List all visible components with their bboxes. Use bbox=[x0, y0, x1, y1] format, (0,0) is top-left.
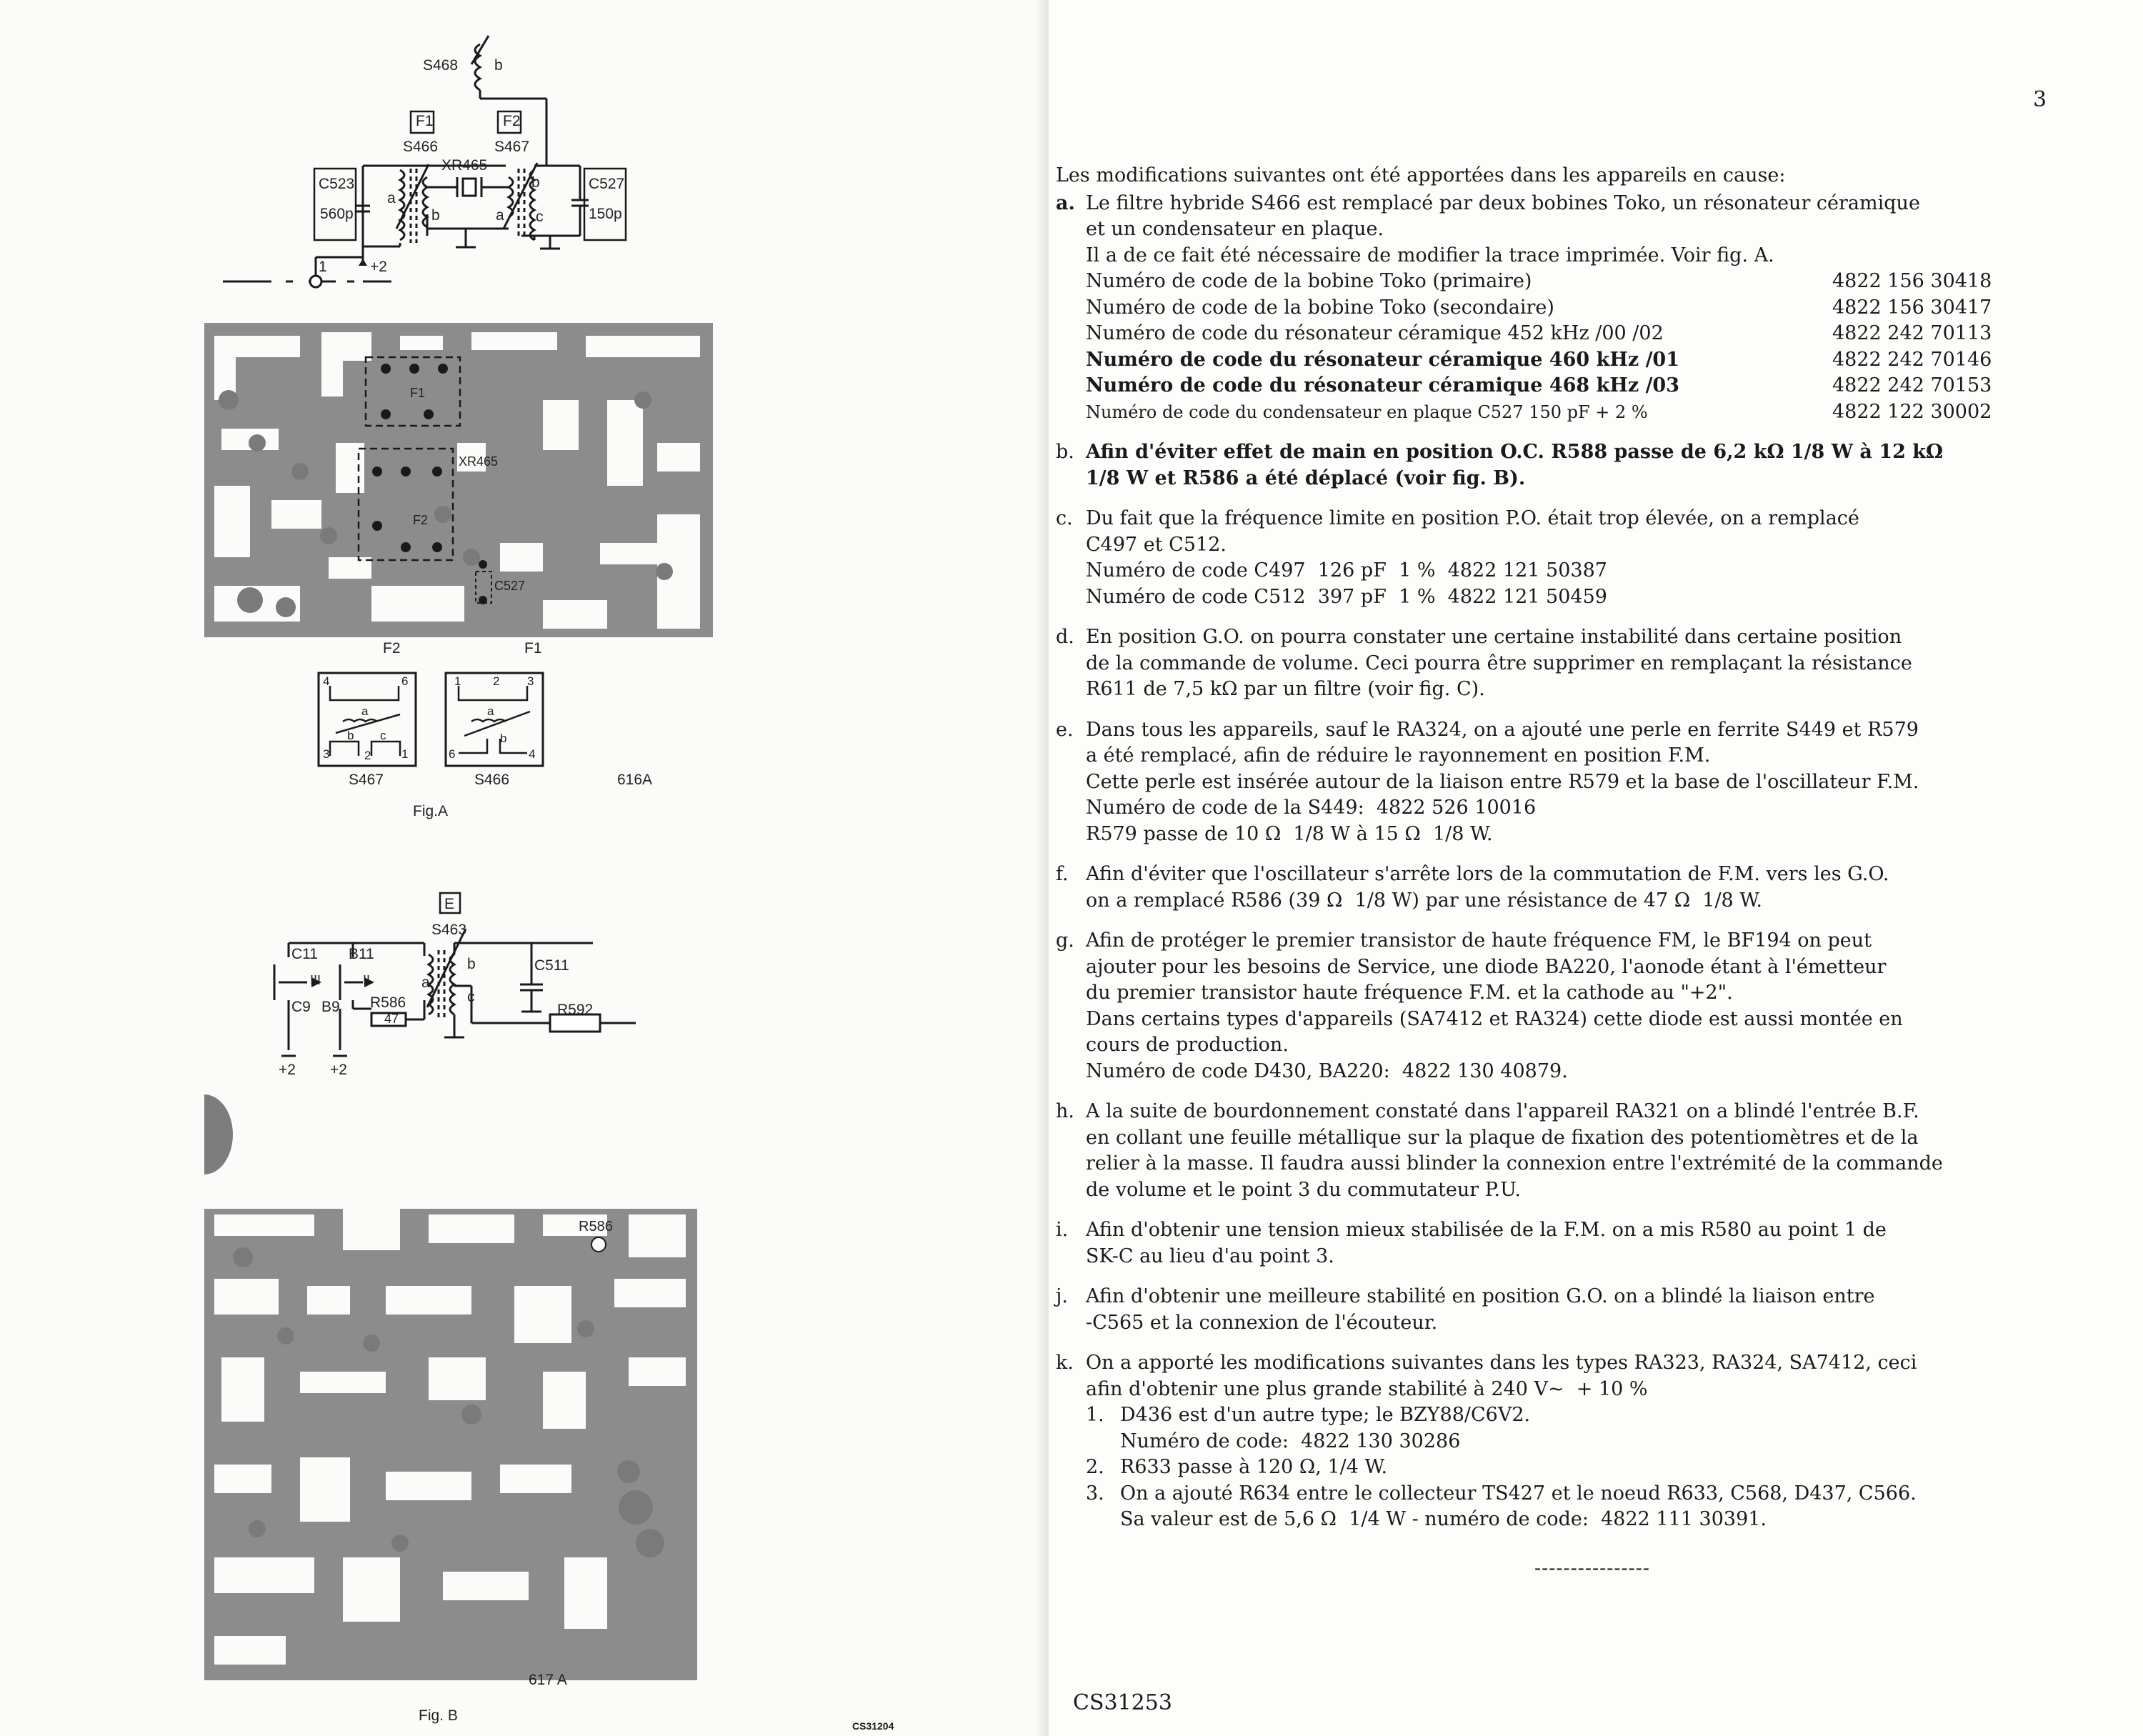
code-row bbox=[1086, 295, 2127, 321]
label-plus2-a: +2 bbox=[279, 1062, 296, 1078]
label-c523-val: 560p bbox=[320, 206, 354, 222]
label-b-left: b bbox=[431, 207, 440, 224]
label-pcb-r586: R586 bbox=[579, 1219, 613, 1234]
caption-s466: S466 bbox=[474, 772, 510, 788]
label-c-right: c bbox=[536, 209, 544, 225]
item-g bbox=[1056, 928, 2127, 1084]
s466-pin-1: 1 bbox=[454, 674, 461, 688]
item-d-line: En position G.O. on pourra constater une certaine instabilité dans certaine position bbox=[1086, 626, 1902, 648]
item-g-line: Numéro de code D430, BA220: 4822 130 40879. bbox=[1086, 1059, 1568, 1082]
sub-item-line: Sa valeur est de 5,6 Ω 1/4 W - numéro de code: 4822 111 30391. bbox=[1120, 1508, 1767, 1530]
label-fig-b-c: c bbox=[467, 989, 475, 1005]
sub-item-line: On a ajouté R634 entre le collecteur TS427 et le noeud R633, C568, D437, C566. bbox=[1120, 1482, 1917, 1505]
code-row bbox=[1086, 399, 2127, 426]
item-e bbox=[1056, 717, 2127, 848]
s466-pin-4: 4 bbox=[529, 747, 536, 761]
item-g-line: ajouter pour les besoins de Service, une diode BA220, l'aonode étant à l'émetteur bbox=[1086, 955, 1887, 978]
item-c-line: Numéro de code C497 126 pF 1 % 4822 121 50387 bbox=[1086, 559, 1607, 582]
item-d bbox=[1056, 624, 2127, 703]
s467-pin-6: 6 bbox=[401, 674, 409, 688]
code-number: 4822 242 70153 bbox=[1832, 374, 1992, 396]
label-under-f2: F2 bbox=[383, 640, 401, 657]
item-k-letter: k. bbox=[1056, 1352, 1074, 1374]
caption-s467: S467 bbox=[349, 772, 384, 788]
code-number: 4822 122 30002 bbox=[1832, 400, 1992, 423]
s467-letter-b: b bbox=[347, 729, 354, 742]
label-b-right: b bbox=[531, 174, 540, 191]
item-b-letter: b. bbox=[1056, 441, 1074, 463]
label-a-left: a bbox=[387, 190, 396, 206]
item-h-line: de volume et le point 3 du commutateur P.U. bbox=[1086, 1178, 1521, 1201]
item-g-line: du premier transistor haute fréquence F.M. et la cathode au "+2". bbox=[1086, 982, 1733, 1004]
item-f-line: on a remplacé R586 (39 Ω 1/8 W) par une résistance de 47 Ω 1/8 W. bbox=[1086, 889, 1762, 912]
item-a bbox=[1056, 191, 2127, 426]
label-fig-b-b: b bbox=[467, 956, 476, 972]
item-h-letter: h. bbox=[1056, 1100, 1074, 1122]
label-f2: F2 bbox=[503, 113, 521, 129]
intro-text: Les modifications suivantes ont été apportées dans les appareils en cause: bbox=[1056, 164, 1786, 186]
item-a-line: Il a de ce fait été nécessaire de modifier la trace imprimée. Voir fig. A. bbox=[1086, 244, 1774, 266]
code-number: 4822 156 30417 bbox=[1832, 296, 1992, 319]
s466-letter-b: b bbox=[500, 732, 507, 745]
item-e-line: R579 passe de 10 Ω 1/8 W à 15 Ω 1/8 W. bbox=[1086, 822, 1493, 845]
code-row bbox=[1086, 347, 2127, 374]
label-s468: S468 bbox=[423, 57, 459, 74]
s466-letter-a: a bbox=[487, 704, 494, 718]
item-a-line: Le filtre hybride S466 est remplacé par deux bobines Toko, un résonateur céramique bbox=[1086, 191, 1920, 214]
label-f1: F1 bbox=[416, 113, 434, 129]
item-e-line: Numéro de code de la S449: 4822 526 10016 bbox=[1086, 797, 1537, 819]
code-number: 4822 242 70113 bbox=[1832, 322, 1992, 344]
s466-pin-6: 6 bbox=[449, 747, 456, 761]
code-row bbox=[1086, 269, 2127, 295]
item-a-line: et un condensateur en plaque. bbox=[1086, 218, 1384, 240]
label-pin1: 1 bbox=[319, 259, 327, 275]
label-pcb-f1: F1 bbox=[410, 386, 426, 400]
code-desc: Numéro de code du résonateur céramique 460 kHz /01 bbox=[1086, 348, 1680, 371]
item-g-line: cours de production. bbox=[1086, 1034, 1289, 1056]
sub-item-line: Numéro de code: 4822 130 30286 bbox=[1120, 1430, 1461, 1452]
item-j-letter: j. bbox=[1056, 1285, 1068, 1307]
s466-pin-2: 2 bbox=[493, 674, 500, 688]
item-h-line: A la suite de bourdonnement constaté dans l'appareil RA321 on a blindé l'entrée B.F. bbox=[1086, 1100, 1919, 1122]
item-d-letter: d. bbox=[1056, 626, 1074, 648]
s466-pin-3: 3 bbox=[527, 674, 534, 688]
item-j-line: -C565 et la connexion de l'écouteur. bbox=[1086, 1311, 1438, 1334]
item-h-line: relier à la masse. Il faudra aussi blinder la connexion entre l'extrémité de la commande bbox=[1086, 1152, 1943, 1174]
sub-item-number: 1. bbox=[1086, 1404, 1104, 1426]
item-e-letter: e. bbox=[1056, 718, 1074, 741]
item-f bbox=[1056, 862, 2127, 914]
item-g-line: Afin de protéger le premier transistor de haute fréquence FM, le BF194 on peut bbox=[1086, 929, 1872, 952]
item-h bbox=[1056, 1099, 2127, 1203]
item-i-letter: i. bbox=[1056, 1219, 1069, 1241]
item-h-line: en collant une feuille métallique sur la plaque de fixation des potentiomètres et de la bbox=[1086, 1126, 1919, 1149]
item-a-letter: a. bbox=[1056, 191, 1075, 214]
item-c-line: Du fait que la fréquence limite en position P.O. était trop élevée, on a remplacé bbox=[1086, 507, 1859, 529]
modifications-text bbox=[1056, 163, 2127, 1533]
item-j-line: Afin d'obtenir une meilleure stabilité en position G.O. on a blindé la liaison entre bbox=[1086, 1285, 1875, 1307]
code-desc: Numéro de code du résonateur céramique 468 kHz /03 bbox=[1086, 374, 1680, 396]
sub-item-number: 3. bbox=[1086, 1482, 1104, 1505]
sub-item-line: R633 passe à 120 Ω, 1/4 W. bbox=[1120, 1456, 1388, 1478]
s467-pin-1: 1 bbox=[401, 747, 409, 761]
fig-a-caption: Fig.A bbox=[413, 803, 449, 819]
code-number: 4822 156 30418 bbox=[1832, 270, 1992, 292]
item-c-line: C497 et C512. bbox=[1086, 533, 1227, 556]
item-e-line: Dans tous les appareils, sauf le RA324, on a ajouté une perle en ferrite S449 et R579 bbox=[1086, 718, 1919, 741]
label-c523: C523 bbox=[319, 176, 355, 192]
code-row bbox=[1086, 373, 2127, 399]
label-c527: C527 bbox=[589, 176, 625, 192]
item-e-line: a été remplacé, afin de réduire le rayonnement en position F.M. bbox=[1086, 744, 1711, 767]
label-iii: III bbox=[310, 973, 321, 987]
label-c9: C9 bbox=[291, 999, 311, 1015]
schematic-fig-b bbox=[0, 0, 1049, 1736]
label-s467: S467 bbox=[494, 139, 530, 155]
fig-b-code: 617 A bbox=[529, 1672, 567, 1688]
item-g-letter: g. bbox=[1056, 929, 1074, 952]
sub-item-3 bbox=[1086, 1481, 2127, 1533]
label-c11: C11 bbox=[291, 946, 318, 962]
item-c-line: Numéro de code C512 397 pF 1 % 4822 121 50459 bbox=[1086, 585, 1607, 608]
code-desc: Numéro de code de la bobine Toko (secondaire) bbox=[1086, 296, 1554, 319]
s467-letter-a: a bbox=[361, 704, 369, 718]
left-page bbox=[0, 0, 1049, 1736]
sub-item-number: 2. bbox=[1086, 1456, 1104, 1478]
code-desc: Numéro de code de la bobine Toko (primaire) bbox=[1086, 270, 1532, 292]
item-k bbox=[1056, 1350, 2127, 1533]
label-xr465: XR465 bbox=[441, 157, 488, 174]
item-b bbox=[1056, 439, 2127, 492]
item-c-letter: c. bbox=[1056, 507, 1073, 529]
sub-item-1 bbox=[1086, 1402, 2127, 1455]
label-s463: S463 bbox=[431, 922, 467, 938]
fig-a-code: 616A bbox=[617, 772, 653, 788]
s467-pin-2: 2 bbox=[364, 749, 371, 762]
label-plus2-b: +2 bbox=[330, 1062, 347, 1078]
label-pcb-f2: F2 bbox=[413, 513, 429, 527]
label-ii: II bbox=[363, 973, 371, 987]
code-number: 4822 242 70146 bbox=[1832, 348, 1992, 371]
label-under-f1: F1 bbox=[524, 640, 542, 657]
label-plus2: +2 bbox=[370, 259, 387, 275]
item-d-line: de la commande de volume. Ceci pourra être supprimer en remplaçant la résistance bbox=[1086, 652, 1912, 674]
s467-letter-c: c bbox=[380, 729, 386, 742]
label-b-top: b bbox=[494, 57, 503, 74]
item-g-line: Dans certains types d'appareils (SA7412 et RA324) cette diode est aussi montée en bbox=[1086, 1007, 1903, 1030]
code-row bbox=[1086, 321, 2127, 347]
label-r586: R586 bbox=[370, 994, 406, 1011]
item-f-line: Afin d'éviter que l'oscillateur s'arrête lors de la commutation de F.M. vers les G.O. bbox=[1086, 863, 1889, 885]
label-b11: B11 bbox=[349, 946, 374, 962]
page-number: 3 bbox=[2033, 87, 2047, 112]
label-b9: B9 bbox=[321, 999, 340, 1015]
print-code: CS31204 bbox=[852, 1720, 894, 1732]
item-k-line: afin d'obtenir une plus grande stabilité à 240 V~ + 10 % bbox=[1086, 1377, 1648, 1400]
label-e: E bbox=[444, 896, 455, 912]
item-i-line: Afin d'obtenir une tension mieux stabilisée de la F.M. on a mis R580 au point 1 de bbox=[1086, 1219, 1887, 1241]
label-r592: R592 bbox=[557, 1002, 594, 1018]
label-pcb-xr465: XR465 bbox=[459, 454, 499, 469]
code-desc: Numéro de code du condensateur en plaque C527 150 pF + 2 % bbox=[1086, 401, 1648, 422]
item-j bbox=[1056, 1284, 2127, 1336]
item-i-line: SK-C au lieu d'au point 3. bbox=[1086, 1244, 1334, 1267]
label-c527-val: 150p bbox=[589, 206, 622, 222]
label-fig-b-a: a bbox=[421, 974, 430, 991]
item-f-letter: f. bbox=[1056, 863, 1069, 885]
sub-item-line: D436 est d'un autre type; le BZY88/C6V2. bbox=[1120, 1404, 1531, 1426]
label-r586-val: 47 bbox=[384, 1012, 399, 1026]
item-k-line: On a apporté les modifications suivantes dans les types RA323, RA324, SA7412, ceci bbox=[1086, 1352, 1917, 1374]
sub-item-2 bbox=[1086, 1455, 2127, 1481]
item-b-line: 1/8 W et R586 a été déplacé (voir fig. B). bbox=[1086, 467, 1526, 489]
s467-pin-4: 4 bbox=[323, 674, 330, 688]
item-c bbox=[1056, 506, 2127, 610]
item-b-line: Afin d'éviter effet de main en position O.C. R588 passe de 6,2 kΩ 1/8 W à 12 kΩ bbox=[1086, 441, 1944, 463]
label-c511: C511 bbox=[534, 957, 569, 974]
item-i bbox=[1056, 1217, 2127, 1269]
label-s466: S466 bbox=[403, 139, 439, 155]
label-pcb-c527: C527 bbox=[494, 579, 526, 593]
label-a-right: a bbox=[496, 207, 504, 224]
fig-b-caption: Fig. B bbox=[419, 1707, 458, 1724]
item-d-line: R611 de 7,5 kΩ par un filtre (voir fig. C). bbox=[1086, 678, 1485, 700]
s467-pin-3: 3 bbox=[323, 747, 330, 761]
code-desc: Numéro de code du résonateur céramique 452 kHz /00 /02 bbox=[1086, 322, 1664, 344]
item-e-line: Cette perle est insérée autour de la liaison entre R579 et la base de l'oscillateur F.M. bbox=[1086, 770, 1919, 793]
separator: ---------------- bbox=[1534, 1557, 1650, 1580]
footer-code: CS31253 bbox=[1073, 1690, 1172, 1715]
